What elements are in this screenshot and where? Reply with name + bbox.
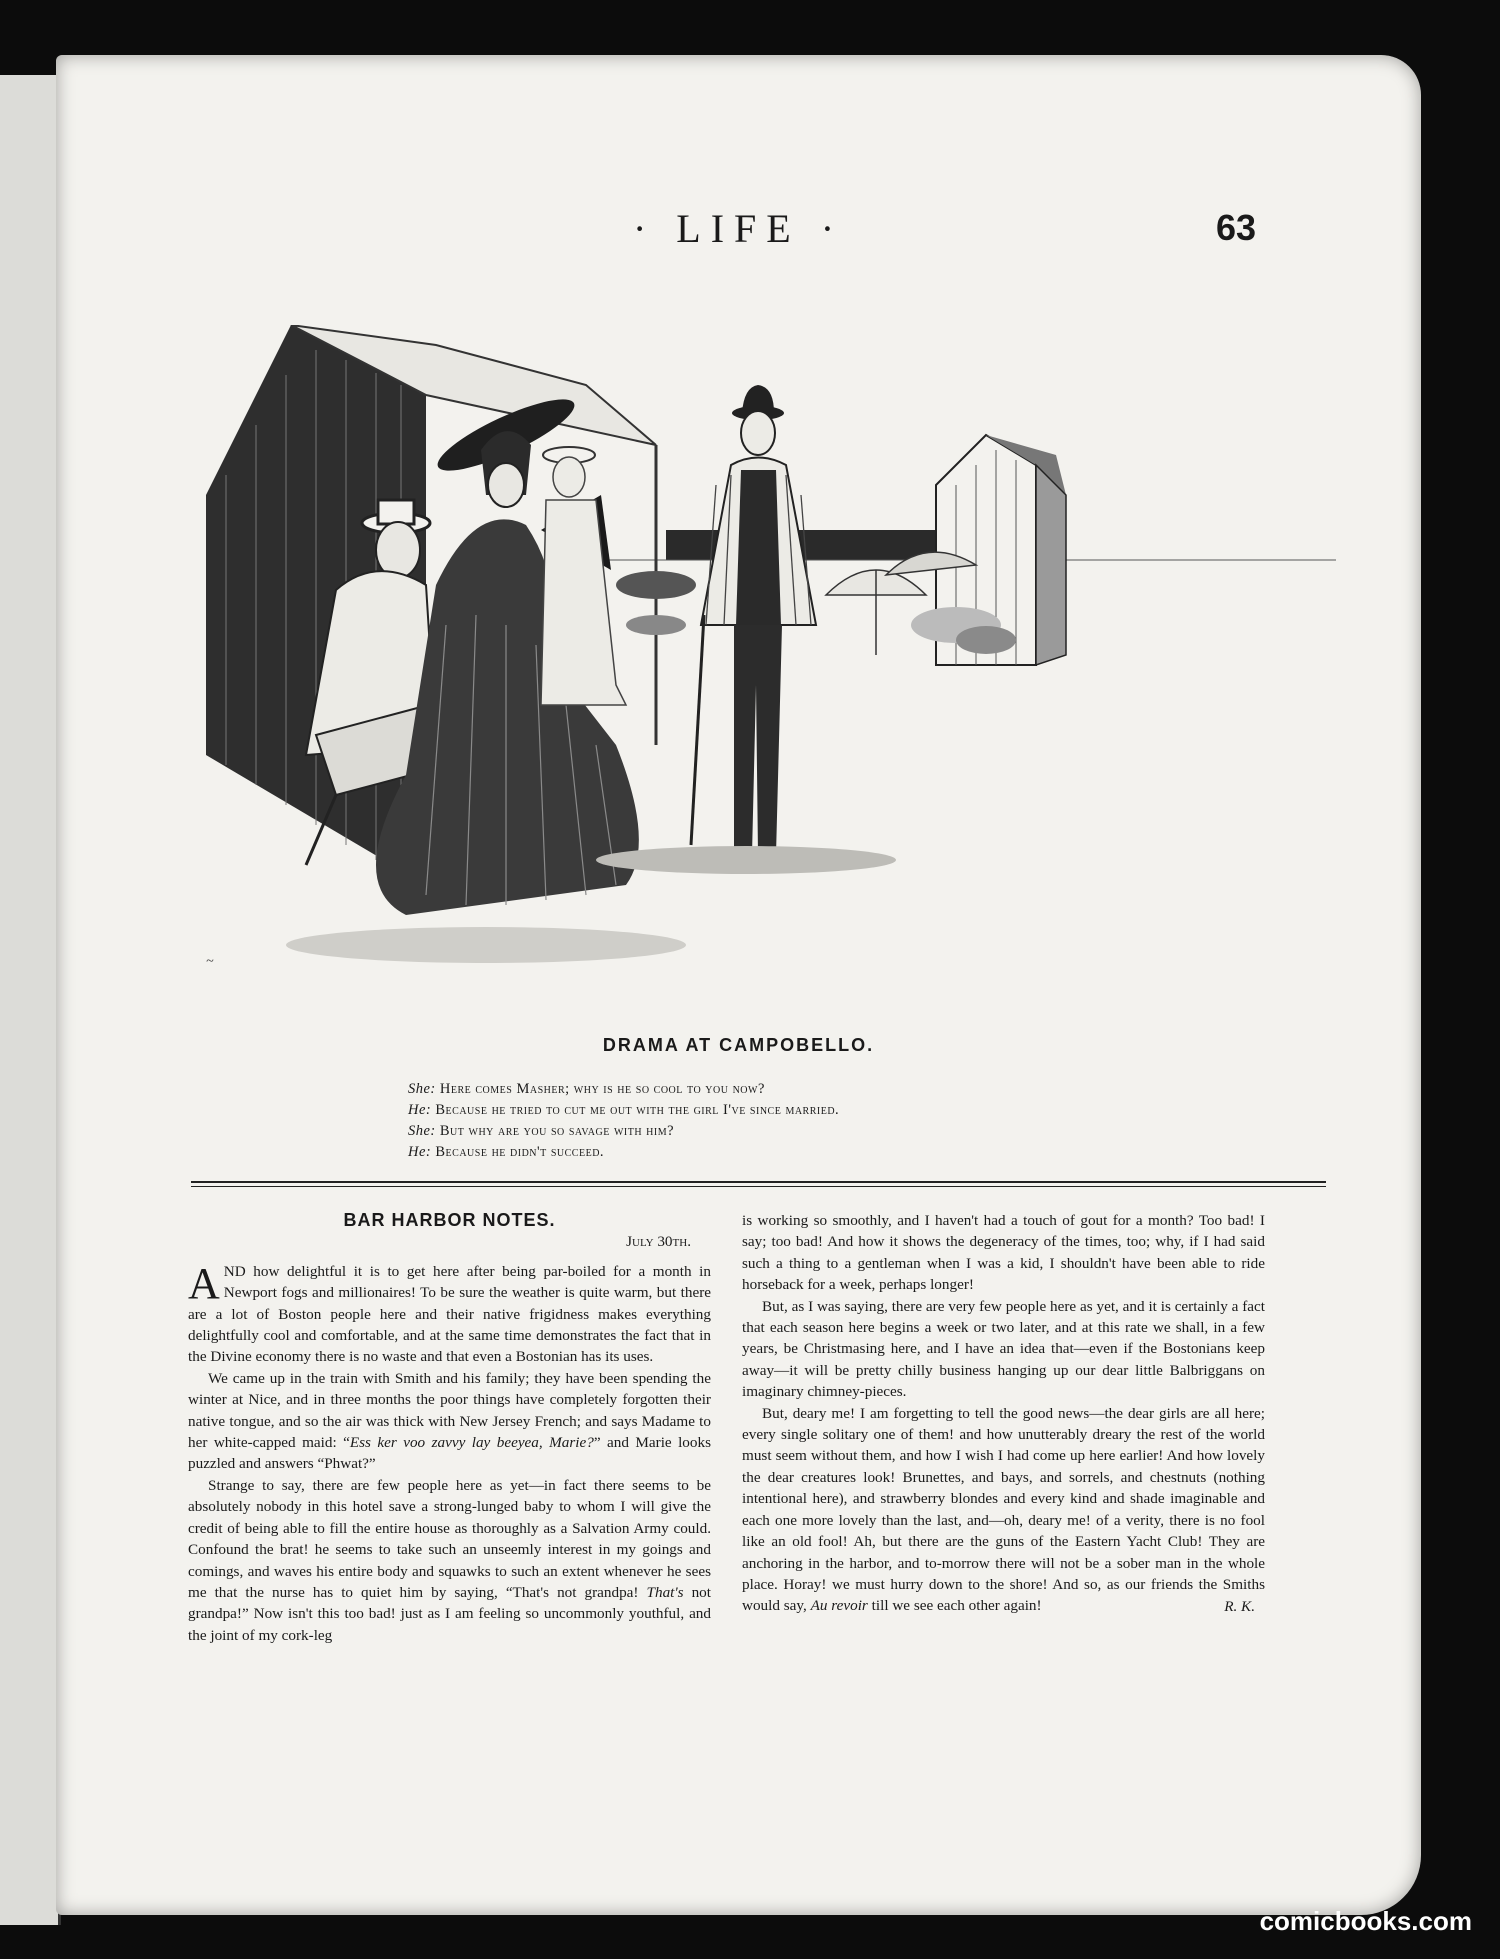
article-dateline: July 30th.	[626, 1233, 691, 1251]
illustration-caption-title: DRAMA AT CAMPOBELLO.	[602, 1035, 875, 1055]
dialogue-line	[408, 1079, 1128, 1100]
article-title: BAR HARBOR NOTES.	[343, 1210, 556, 1230]
beach-scene-illustration	[186, 325, 1336, 985]
section-rule	[191, 1181, 1326, 1183]
speaker-label: He:	[408, 1144, 432, 1160]
article-paragraph: We came up in the train with Smith and his family; they have been spending the winter at Nice, and in three months the poor things have completely forgotten their native tongue, and so the air was thick with New Jersey French; and says Madame to her white-capped maid: “Ess ker voo zavvy lay beeyea, Marie?” and Marie looks puzzled and answers “Phwat?”	[188, 1369, 712, 1473]
dialogue-text: Here comes Masher; why is he so cool to you now?	[439, 1081, 765, 1097]
article-paragraph: But, deary me! I am forgetting to tell the good news—the dear girls are all here; every single solitary one of them! and how unutterably dreary the rest of the world must seem without them, and how I wish I had come up here earlier! And how lovely the dear creatures look! Brunettes, and bays, and sorrels, and chestnuts (nothing intentional here), and strawberry blondes and every kind and shade imaginable and each one more lovely than the last, and—oh, deary me! of a verity, there is no fool like an old fool! Ah, but there are the guns of the Eastern Yacht Club! They are anchoring in the harbor, and to-morrow there will not be a sober man in the whole place. Horay! we must hurry down to the shore! And so, as our friends the Smiths would say, Au revoir till we see each other again!	[742, 1404, 1265, 1615]
dialogue-text: Because he tried to cut me out with the girl I've since married.	[435, 1102, 840, 1118]
article-paragraph: Strange to say, there are few people here as yet—in fact there seems to be absolutely nobody in this hotel save a strong-lunged baby to whom I will give the credit of being able to fill the entire house as thoroughly as a Salvation Army could. Confound the brat! he seems to take such an unseemly interest in my goings and comings, and waves his entire body and squawks to such an extent whenever he sees me that the nurse has to quiet him by saying, “That's not grandpa! That's not grandpa!” Now isn't this too bad! just as I am feeling so uncommonly youthful, and the joint of my cork-leg	[188, 1476, 711, 1644]
dialogue-line	[408, 1121, 1128, 1142]
magazine-page	[56, 55, 1421, 1915]
caption-dialogue	[408, 1079, 1128, 1163]
author-signature: R. K.	[1224, 1597, 1255, 1615]
dialogue-line	[408, 1100, 1128, 1121]
section-rule-thin	[191, 1186, 1326, 1187]
walking-cane	[691, 615, 704, 845]
speaker-label: She:	[408, 1081, 436, 1097]
article-paragraph: is working so smoothly, and I haven't had a touch of gout for a month? Too bad! I say; too bad! And how it shows the degeneracy of the times, too; why, if I had said such a thing to a gentleman when I was a kid, I shouldn't have been able to ride horseback for a week, perhaps longer!	[742, 1212, 1265, 1294]
dialogue-line	[408, 1142, 1128, 1163]
masthead: · LIFE ·	[632, 206, 845, 251]
article-column-right	[742, 1210, 1265, 1617]
drop-cap: A	[188, 1258, 220, 1308]
speaker-label: He:	[408, 1102, 432, 1118]
source-watermark: comicbooks.com	[1259, 1906, 1472, 1936]
dialogue-text: Because he didn't succeed.	[435, 1144, 605, 1160]
artist-signature: ~	[206, 954, 214, 969]
walking-man-figure	[691, 385, 816, 855]
facing-page-edge	[0, 75, 61, 1925]
article-paragraph: But, as I was saying, there are very few people here as yet, and it is certainly a fact that each season here begins a week or two later, and at this rate we shall, in a few years, be Christmasing here, and I have an idea that—even if the Bostonians keep away—it will be pretty chilly business hanging up our dear little Balbriggans on imaginary chimney-pieces.	[742, 1297, 1265, 1401]
dialogue-text: But why are you so savage with him?	[439, 1123, 675, 1139]
speaker-label: She:	[408, 1123, 436, 1139]
background-lady-figure	[541, 447, 626, 705]
article-paragraph: AND how delightful it is to get here after being par-boiled for a month in Newport fogs and millionaires! To be sure the weather is quite warm, but there are a lot of Boston people here and their native frigidness makes everything delightfully cool and comfortable, and at the same time demonstrates the fact that in the Divine economy there is no waste and that even a Bostonian has its uses.	[188, 1258, 711, 1366]
page-number: 63	[1216, 207, 1257, 248]
article-column-left	[188, 1210, 711, 1646]
